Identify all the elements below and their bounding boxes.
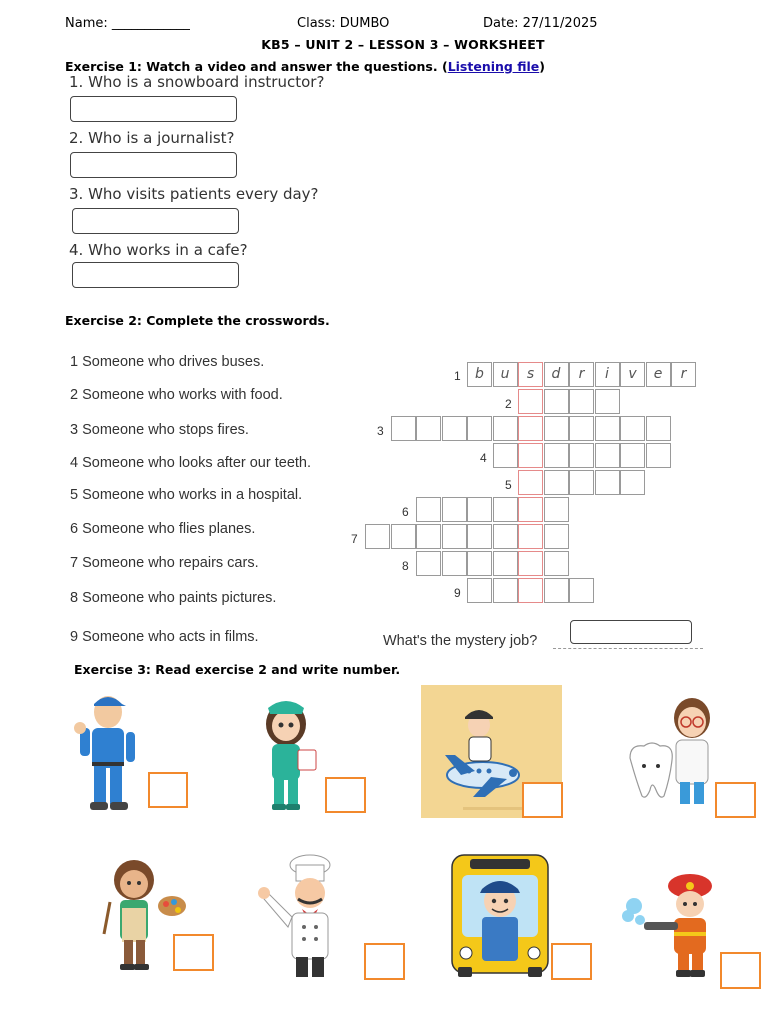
crossword-cell[interactable] xyxy=(442,551,467,576)
clue-8: 8 Someone who paints pictures. xyxy=(70,590,277,606)
crossword-cell[interactable] xyxy=(416,416,441,441)
crossword-cell[interactable] xyxy=(493,443,518,468)
mystery-job-prompt: What's the mystery job? xyxy=(383,633,538,649)
crossword-cell[interactable] xyxy=(595,470,620,495)
crossword-cell[interactable] xyxy=(595,389,620,414)
row-number-6: 6 xyxy=(402,505,409,519)
answer-box-pilot[interactable] xyxy=(522,782,563,818)
mechanic-icon xyxy=(68,688,148,813)
question-1: 1. Who is a snowboard instructor? xyxy=(69,73,325,91)
crossword-cell[interactable]: r xyxy=(671,362,696,387)
crossword-cell[interactable] xyxy=(416,551,441,576)
crossword-mystery-cell[interactable] xyxy=(518,497,543,522)
crossword-cell[interactable] xyxy=(493,551,518,576)
crossword-cell[interactable] xyxy=(620,416,645,441)
crossword-cell[interactable] xyxy=(569,416,594,441)
crossword-mystery-cell[interactable] xyxy=(518,389,543,414)
crossword-cell[interactable] xyxy=(467,578,492,603)
worksheet-title: KB5 – UNIT 2 – LESSON 3 – WORKSHEET xyxy=(261,37,545,52)
crossword-cell[interactable] xyxy=(620,470,645,495)
answer-box-3[interactable] xyxy=(72,208,239,234)
crossword-cell[interactable] xyxy=(416,524,441,549)
crossword-cell[interactable] xyxy=(416,497,441,522)
date-label: Date: 27/11/2025 xyxy=(483,16,598,31)
crossword-cell[interactable]: d xyxy=(544,362,569,387)
crossword-mystery-cell[interactable] xyxy=(518,551,543,576)
crossword-cell[interactable]: v xyxy=(620,362,645,387)
crossword-cell[interactable] xyxy=(467,551,492,576)
answer-box-bus-driver[interactable] xyxy=(551,943,592,980)
clue-4: 4 Someone who looks after our teeth. xyxy=(70,455,312,471)
answer-box-nurse[interactable] xyxy=(325,777,366,813)
crossword-cell[interactable] xyxy=(544,497,569,522)
clue-9: 9 Someone who acts in films. xyxy=(70,629,259,645)
listening-file-link[interactable]: Listening file xyxy=(447,59,540,74)
crossword-cell[interactable] xyxy=(544,389,569,414)
clue-3: 3 Someone who stops fires. xyxy=(70,422,249,438)
answer-box-chef[interactable] xyxy=(364,943,405,980)
crossword-cell[interactable] xyxy=(493,524,518,549)
row-number-4: 4 xyxy=(480,451,487,465)
crossword-cell[interactable] xyxy=(442,524,467,549)
crossword-cell[interactable] xyxy=(493,578,518,603)
crossword-cell[interactable] xyxy=(646,443,671,468)
firefighter-icon xyxy=(620,862,735,980)
crossword-cell[interactable] xyxy=(391,524,416,549)
crossword-cell[interactable] xyxy=(646,416,671,441)
crossword-cell[interactable] xyxy=(467,524,492,549)
exercise3-heading: Exercise 3: Read exercise 2 and write number. xyxy=(74,662,401,677)
crossword-mystery-cell[interactable] xyxy=(518,524,543,549)
answer-box-mechanic[interactable] xyxy=(148,772,188,808)
crossword-cell[interactable] xyxy=(569,578,594,603)
row-number-7: 7 xyxy=(351,532,358,546)
crossword-cell[interactable]: r xyxy=(569,362,594,387)
crossword-mystery-cell[interactable]: s xyxy=(518,362,543,387)
name-field-label: Name: ____________ xyxy=(65,16,190,31)
crossword-cell[interactable]: i xyxy=(595,362,620,387)
crossword-cell[interactable] xyxy=(467,497,492,522)
crossword-cell[interactable] xyxy=(493,416,518,441)
row-number-9: 9 xyxy=(454,586,461,600)
crossword-cell[interactable] xyxy=(544,470,569,495)
clue-5: 5 Someone who works in a hospital. xyxy=(70,487,303,503)
question-3: 3. Who visits patients every day? xyxy=(69,185,319,203)
crossword-cell[interactable] xyxy=(544,443,569,468)
mystery-job-answer-box[interactable] xyxy=(570,620,692,644)
bus-driver-icon xyxy=(444,851,554,981)
crossword-cell[interactable] xyxy=(467,416,492,441)
crossword-mystery-cell[interactable] xyxy=(518,443,543,468)
crossword-cell[interactable] xyxy=(544,578,569,603)
crossword-cell[interactable] xyxy=(442,416,467,441)
crossword-cell[interactable] xyxy=(569,443,594,468)
crossword-cell[interactable]: e xyxy=(646,362,671,387)
crossword-cell[interactable] xyxy=(544,524,569,549)
answer-box-firefighter[interactable] xyxy=(720,952,761,989)
row-number-2: 2 xyxy=(505,397,512,411)
crossword-cell[interactable] xyxy=(391,416,416,441)
class-label: Class: DUMBO xyxy=(297,16,390,31)
crossword-cell[interactable] xyxy=(620,443,645,468)
exercise2-heading: Exercise 2: Complete the crosswords. xyxy=(65,313,330,328)
crossword-cell[interactable] xyxy=(569,389,594,414)
nurse-icon xyxy=(246,694,326,814)
exercise1-heading: Exercise 1: Watch a video and answer the questions. (Listening file) xyxy=(65,59,545,74)
crossword-cell[interactable] xyxy=(569,470,594,495)
row-number-1: 1 xyxy=(454,369,461,383)
answer-box-painter[interactable] xyxy=(173,934,214,971)
question-4: 4. Who works in a cafe? xyxy=(69,241,248,259)
crossword-cell[interactable]: u xyxy=(493,362,518,387)
crossword-cell[interactable] xyxy=(595,443,620,468)
row-number-8: 8 xyxy=(402,559,409,573)
crossword-cell[interactable] xyxy=(493,497,518,522)
question-2: 2. Who is a journalist? xyxy=(69,129,235,147)
crossword-mystery-cell[interactable] xyxy=(518,470,543,495)
crossword-mystery-cell[interactable] xyxy=(518,578,543,603)
answer-box-1[interactable] xyxy=(70,96,237,122)
row-number-3: 3 xyxy=(377,424,384,438)
crossword-cell[interactable] xyxy=(544,416,569,441)
answer-box-4[interactable] xyxy=(72,262,239,288)
answer-box-dentist[interactable] xyxy=(715,782,756,818)
chef-icon xyxy=(252,853,362,985)
answer-box-2[interactable] xyxy=(70,152,237,178)
crossword-cell[interactable] xyxy=(365,524,390,549)
clue-2: 2 Someone who works with food. xyxy=(70,387,283,403)
crossword-cell[interactable] xyxy=(442,497,467,522)
mystery-job-underline xyxy=(553,648,703,649)
crossword-mystery-cell[interactable] xyxy=(518,416,543,441)
crossword-cell[interactable] xyxy=(595,416,620,441)
clue-1: 1 Someone who drives buses. xyxy=(70,354,265,370)
clue-6: 6 Someone who flies planes. xyxy=(70,521,256,537)
crossword-cell[interactable]: b xyxy=(467,362,492,387)
row-number-5: 5 xyxy=(505,478,512,492)
clue-7: 7 Someone who repairs cars. xyxy=(70,555,259,571)
crossword-cell[interactable] xyxy=(544,551,569,576)
